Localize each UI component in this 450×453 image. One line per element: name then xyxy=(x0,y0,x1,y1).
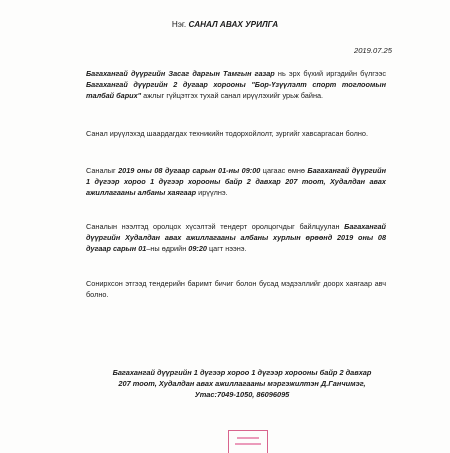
body-text: Саналыг xyxy=(86,166,119,175)
body-text: цагт нээнэ. xyxy=(206,244,247,253)
paragraph-specification xyxy=(86,128,386,139)
body-text: –ны өдрийн xyxy=(146,244,189,253)
emphasized-text: Багахангай дүүргийн Засаг даргын Тамгын газар xyxy=(86,69,275,78)
contact-address xyxy=(92,367,392,400)
paragraph-contact xyxy=(86,278,386,300)
emphasized-text: 09:20 xyxy=(188,244,207,253)
emphasized-text: Багахангай дүүргийн 2 дугаар хорооны "Бор-Үзүүлэлт спорт тоглоомын талбай барих" xyxy=(86,80,386,100)
phone-line: Утас:7049-1050, 86096095 xyxy=(194,390,290,399)
paragraph-submission xyxy=(86,165,386,198)
address-line-2: 207 тоот, Худалдан авах ажиллагааны мэргэжилтэн Д.Ганчимэг, xyxy=(118,379,366,388)
body-text: Сонирхсон этгээд тендерийн баримт бичиг болон бусад мэдээллийг доорх хаягаар авч болно. xyxy=(86,279,386,299)
paragraph-invitation xyxy=(86,68,386,101)
title-main: САНАЛ АВАХ УРИЛГА xyxy=(188,20,279,29)
emphasized-text: Багахангай дүүргийн Худалдан авах ажиллагааны албаны хурлын өрөөнд 2019 оны 08 дугаар сарын 01 xyxy=(86,222,386,253)
body-text: Саналын нээлтэд оролцох хүсэлтэй тендерт оролцогчдыг байлцуулан xyxy=(86,222,345,231)
emphasized-text: 2019 оны 08 дугаар сарын 01-ны 09:00 xyxy=(118,166,261,175)
body-text: ажлыг гүйцэтгэх тухай санал ирүүлэхийг урьж байна. xyxy=(141,91,324,100)
title-prefix: Нэг. xyxy=(171,20,187,29)
emphasized-text: Багахангай дүүргийн 1 дүгээр хороо 1 дүгээр хорооны байр 2 давхар 207 тоот, Худалдан авах ажиллагааны албаны хаягаар xyxy=(86,166,386,197)
document-date: 2019.07.25 xyxy=(353,46,392,55)
body-text: цагаас өмнө xyxy=(260,166,308,175)
document-title xyxy=(0,20,450,29)
body-text: нь эрх бүхий иргэдийн бүлгээс xyxy=(274,69,386,78)
body-text: Санал ирүүлэхэд шаардагдах техникийн тодорхойлолт, зургийг хавсаргасан болно. xyxy=(86,129,369,138)
body-text: ирүүлнэ. xyxy=(196,188,228,197)
address-line-1: Багахангай дүүргийн 1 дүгээр хороо 1 дүгээр хорооны байр 2 давхар xyxy=(112,368,372,377)
paragraph-opening xyxy=(86,221,386,254)
